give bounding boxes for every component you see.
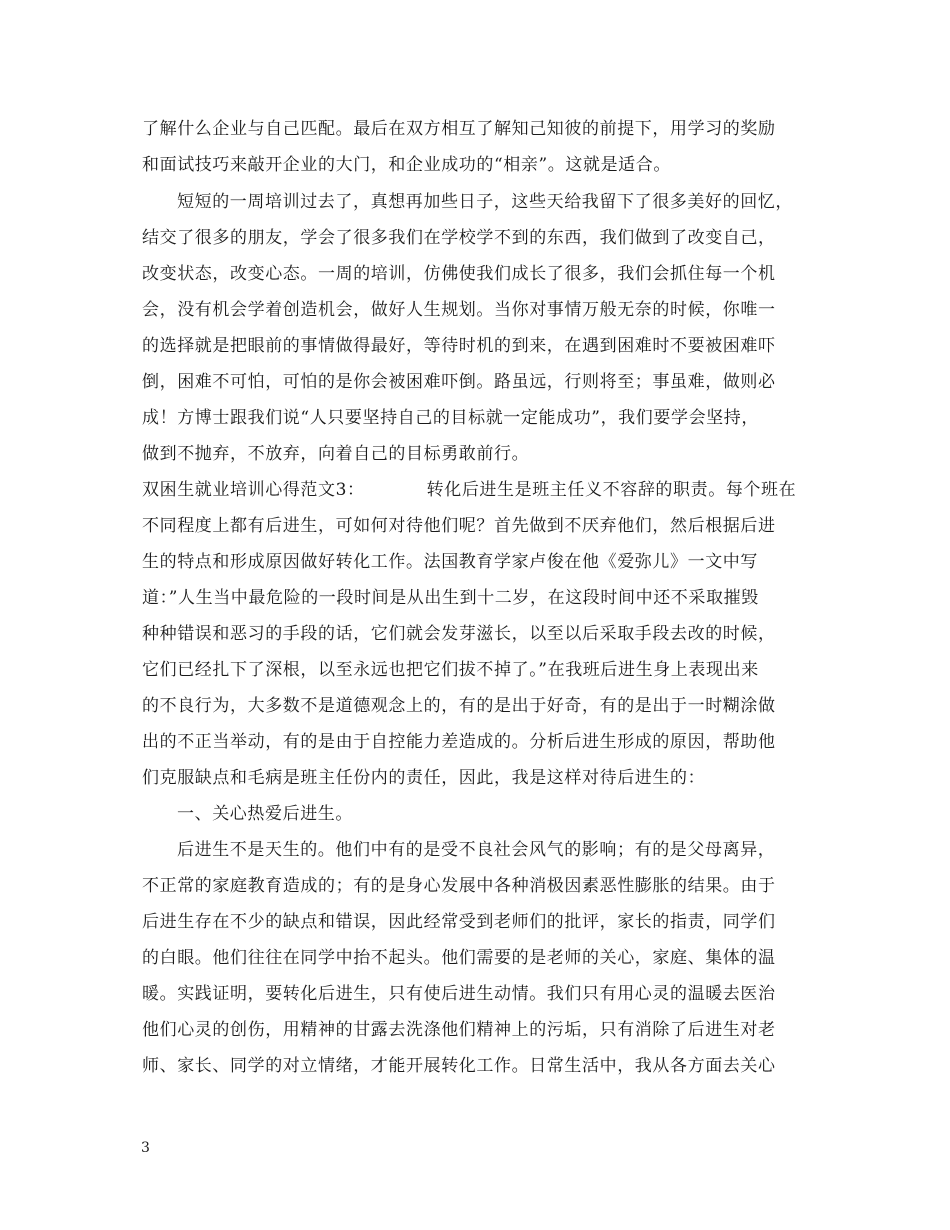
text-line: 和面试技巧来敲开企业的大门，和企业成功的“相亲”。这就是适合。 [142, 155, 671, 175]
page-number: 3 [141, 1140, 150, 1156]
text-line: 师、家长、同学的对立情绪，才能开展转化工作。日常生活中，我从各方面去关心 [142, 1056, 776, 1076]
text-line: 后进生存在不少的缺点和错误，因此经常受到老师们的批评，家长的指责，同学们 [142, 912, 776, 932]
text-line: 改变状态，改变心态。一周的培训，仿佛使我们成长了很多，我们会抓住每一个机 [142, 264, 776, 284]
text-line: 的不良行为，大多数不是道德观念上的，有的是出于好奇，有的是出于一时糊涂做 [142, 696, 776, 716]
text-line: 暖。实践证明，要转化后进生，只有使后进生动情。我们只有用心灵的温暖去医治 [142, 984, 776, 1004]
section-heading-line [142, 480, 796, 500]
text-line: 他们心灵的创伤，用精神的甘露去洗涤他们精神上的污垢，只有消除了后进生对老 [142, 1020, 776, 1040]
text-line: 倒，困难不可怕，可怕的是你会被困难吓倒。路虽远，行则将至；事虽难，做则必 [142, 372, 776, 392]
text-line: 了解什么企业与自己匹配。最后在双方相互了解知己知彼的前提下，用学习的奖励 [142, 119, 776, 139]
text-line: 成！方博士跟我们说“人只要坚持自己的目标就一定能成功”，我们要学会坚持， [142, 408, 759, 428]
text-line: 生的特点和形成原因做好转化工作。法国教育学家卢俊在他《爱弥儿》一文中写 [142, 552, 758, 572]
text-line: 会，没有机会学着创造机会，做好人生规划。当你对事情万般无奈的时候，你唯一 [142, 300, 776, 320]
text-line: 不同程度上都有后进生，可如何对待他们呢？首先做到不厌弃他们，然后根据后进 [142, 516, 776, 536]
text-line: 转化后进生是班主任义不容辞的职责。每个班在 [426, 480, 797, 500]
text-line: 的白眼。他们往往在同学中抬不起头。他们需要的是老师的关心，家庭、集体的温 [142, 948, 776, 968]
section-heading: 双困生就业培训心得范文3： [142, 480, 365, 500]
text-line: 不正常的家庭教育造成的；有的是身心发展中各种消极因素恶性膨胀的结果。由于 [142, 876, 776, 896]
text-line: 们克服缺点和毛病是班主任份内的责任，因此，我是这样对待后进生的： [142, 768, 706, 788]
text-line: 出的不正当举动，有的是由于自控能力差造成的。分析后进生形成的原因，帮助他 [142, 732, 776, 752]
text-line: 结交了很多的朋友，学会了很多我们在学校学不到的东西，我们做到了改变自己， [142, 228, 776, 248]
text-line: 短短的一周培训过去了，真想再加些日子，这些天给我留下了很多美好的回忆， [177, 192, 793, 212]
subheading-line: 一、关心热爱后进生。 [177, 804, 353, 824]
text-line: 的选择就是把眼前的事情做得最好，等待时机的到来，在遇到困难时不要被困难吓 [142, 336, 776, 356]
text-line: 后进生不是天生的。他们中有的是受不良社会风气的影响；有的是父母离异， [177, 840, 776, 860]
text-line: 做到不抛弃，不放弃，向着自己的目标勇敢前行。 [142, 444, 530, 464]
text-line: 种种错误和恶习的手段的话，它们就会发芽滋长，以至以后采取手段去改的时候， [142, 624, 776, 644]
text-line: 它们已经扎下了深根，以至永远也把它们拔不掉了。”在我班后进生身上表现出来 [142, 660, 759, 680]
text-line: 道：”人生当中最危险的一段时间是从出生到十二岁，在这段时间中还不采取摧毁 [142, 588, 759, 608]
